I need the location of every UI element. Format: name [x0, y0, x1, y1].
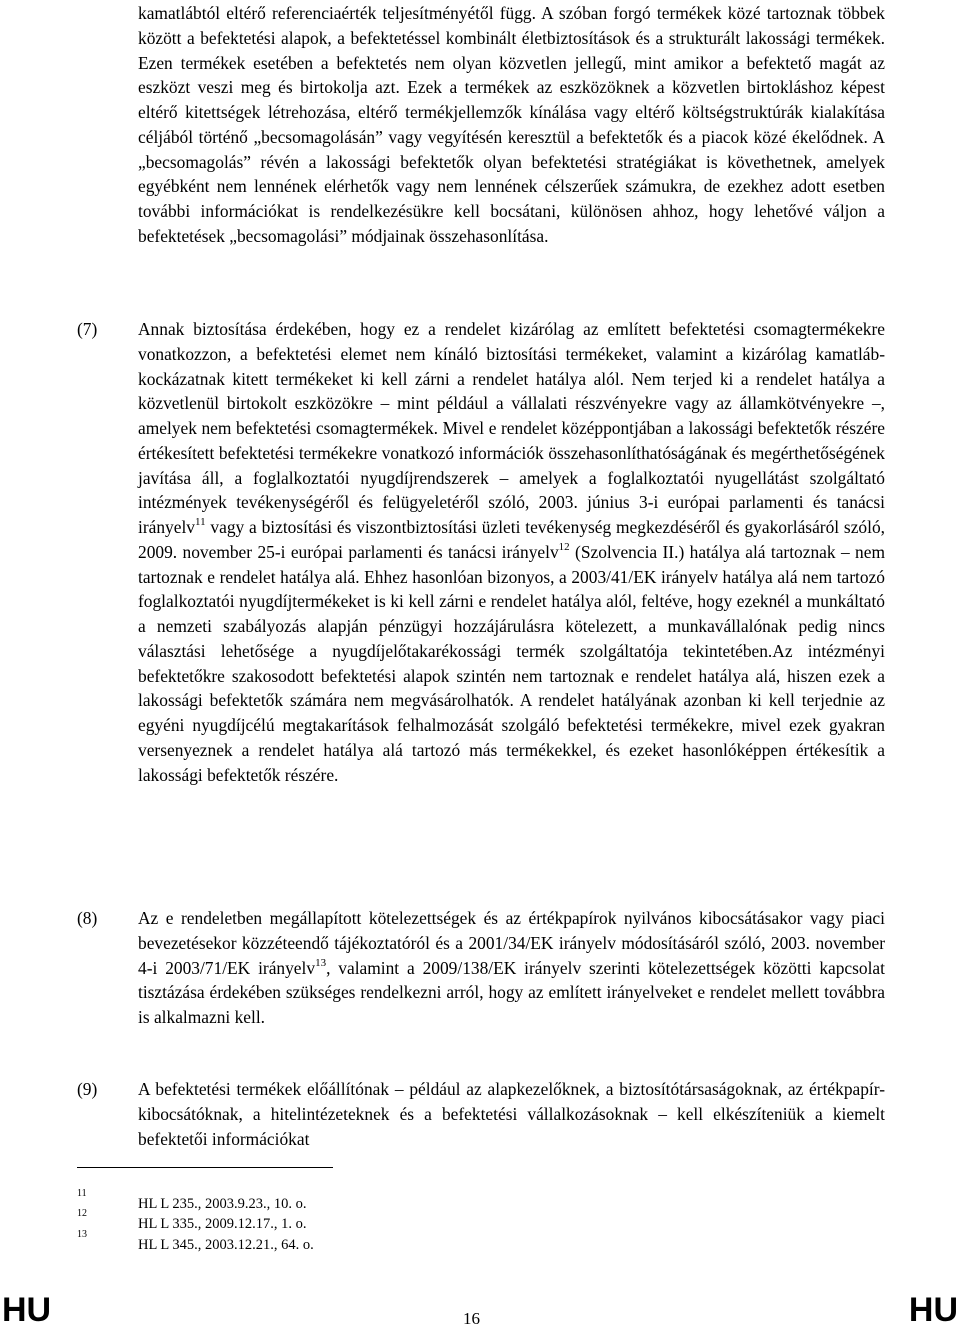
- recital-number: (8): [77, 908, 98, 928]
- recital-text: A befektetési termékek előállítónak – például az alapkezelőknek, a biztosítótársaságoknak, az értékpapír-kibocsátóknak, a hitelintézeteknek és a befektetési vállalkozásoknak – kell elkészíteniük a kiemelt befektetői információkat: [138, 1079, 885, 1149]
- recital-text-part: Az e rendeletben megállapított kötelezettségek és az értékpapírok nyilvános kibocsátásakor vagy piaci bevezetésekor közzéteendő tájékoztatóról és a 2001/34/EK irányelv módosításáról szóló, 2003. november 4-i 2003/71/EK irányelv: [138, 908, 885, 978]
- recital-number: (7): [77, 319, 98, 339]
- recital-text: [138, 317, 885, 787]
- footnote-ref-13[interactable]: 13: [315, 956, 327, 969]
- footnote-11: [0, 1188, 960, 1214]
- footnote-13: [0, 1229, 960, 1255]
- recital-text-part: (Szolvencia II.) hatálya alá tartoznak – nem tartoznak e rendelet hatálya alá. Ehhez hasonlóan bizonyos, a 2003/41/EK irányelv hatálya alá nem tartozó foglalkoztatói nyugdíjtermékeket is ki kell zárni e rendelet hatálya alól, feltéve, hogy ezeknél a munkáltató a nemzeti szabályozás alapján pénzügyi hozzájárulásra kötelezett, a munkavállalónak pedig nincs választási lehetősége a nyugdíjelőtakarékossági termék szolgáltatója tekintetében.Az intézményi befektetőkre szakosodott befektetési alapok szintén nem tartoznak e rendelet hatálya alá, hiszen ezek a lakossági befektetők számára nem megvásárolhatók. A rendelet hatályának azonban ki kell terjednie az egyéni nyugdíjcélú megtakarítások felhalmozását szolgáló befektetési termékekre, mivel ezek gyakran versenyeznek a rendelet hatálya alá tartozó más termékekkel, és ezeket hasonlóképpen értékesítik a lakossági befektetők részére.: [138, 541, 885, 785]
- footnote-text: HL L 345., 2003.12.21., 64. o.: [138, 1237, 314, 1253]
- footnote-ref-12[interactable]: 12: [558, 540, 570, 553]
- recital-text-part: , valamint a 2009/138/EK irányelv szerinti kötelezettségek közötti kapcsolat tisztázása érdekében szükséges rendelkezni arról, hogy az említett irányelveket e rendelet mellett továbbra is alkalmazni kell.: [138, 957, 885, 1027]
- paragraph-continuation: kamatlábtól eltérő referenciaérték teljesítményétől függ. A szóban forgó termékek közé tartoznak többek között a befektetési alapok, a befektetéssel kombinált életbiztosítások és a strukturált lakossági termékek. Ezen termékek esetében a befektetés nem olyan közvetlen jellegű, mint amikor a befektető magát az eszközt veszi meg és birtokolja azt. Ezek a termékek az eszközöknek a közvetlen birtokláshoz képest eltérő kitettségek létrehozása, eltérő termékjellemzők kínálása vagy eltérő költségstruktúrák kialakítása céljából történő „becsomagolásán” vagy vegyítésén keresztül a befektetők és a piacok közé ékelődnek. A „becsomagolás” révén a lakossági befektetők olyan befektetési stratégiákat is követhetnek, amelyek egyébként nem lennének elérhetők vagy nem lennének célszerűek számukra, de ezekhez adott esetben további információkat is rendelkezésükre kell bocsátani, különösen ahhoz, hogy lehetővé váljon a befektetések „becsomagolási” módjainak összehasonlítása.: [138, 3, 885, 246]
- footnote-mark: 11: [77, 1188, 87, 1199]
- footnote-mark: 12: [77, 1208, 87, 1219]
- footnote-separator: [77, 1167, 333, 1168]
- footnote-text: HL L 235., 2003.9.23., 10. o.: [138, 1196, 307, 1212]
- language-code-left: HU: [2, 1291, 52, 1329]
- recital-text-part: vagy a biztosítási és viszontbiztosítási üzleti tevékenység megkezdéséről és gyakorlásáról szóló, 2009. november 25-i európai parlamenti és tanácsi irányelv: [138, 517, 885, 562]
- footnote-12: [0, 1208, 960, 1234]
- footnote-mark: 13: [77, 1229, 87, 1240]
- footnote-text: HL L 335., 2009.12.17., 1. o.: [138, 1216, 307, 1232]
- recital-number: (9): [77, 1079, 98, 1099]
- language-code-right: HU: [908, 1291, 958, 1329]
- page-number: 16: [463, 1309, 480, 1328]
- recital-text-part: Annak biztosítása érdekében, hogy ez a rendelet kizárólag az említett befektetési csomagtermékekre vonatkozzon, a befektetési elemet nem kínáló biztosítási termékeket, valamint a kizárólag kamatláb-kockázatnak kitett termékeket ki kell zárni a rendelet hatálya alól. Nem terjed ki a rendelet hatálya a közvetlenül birtokolt eszközökre – mint például a vállalati részvényekre vagy az államkötvényekre –, amelyek nem befektetési csomagtermékek. Mivel e rendelet középpontjában a lakossági befektetők részére értékesített befektetési termékekre vonatkozó információk összehasonlíthatóságának és megérthetőségének javítása áll, a foglalkoztatói nyugdíjrendszerek – amelyek a foglalkoztatói nyugellátást szolgáltató intézmények tevékenységéről és felügyeletéről szóló, 2003. június 3-i európai parlamenti és tanácsi irányelv: [138, 319, 885, 537]
- footnote-ref-11[interactable]: 11: [194, 516, 206, 529]
- recital-text: [138, 906, 885, 1030]
